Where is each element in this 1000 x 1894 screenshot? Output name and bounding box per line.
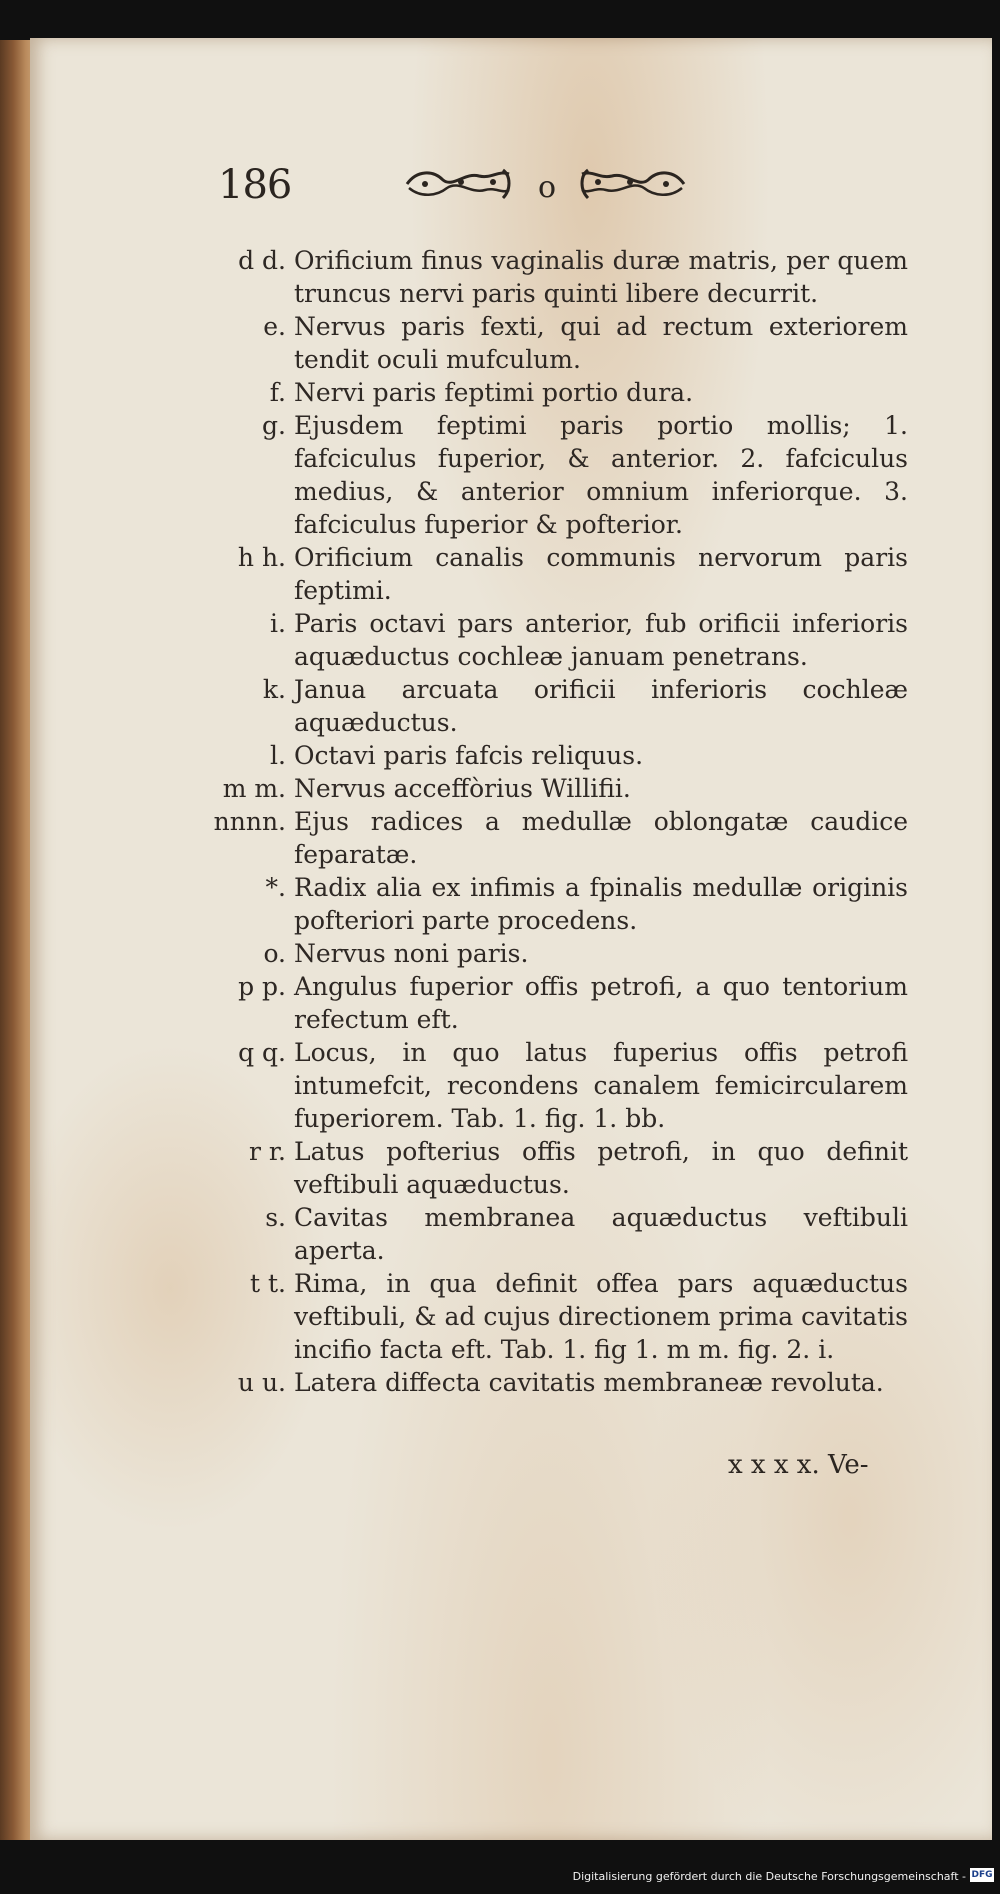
legend-entry <box>228 1135 908 1201</box>
entry-label: e. <box>263 312 286 341</box>
legend-entry <box>228 409 908 541</box>
entry-text: Ejus radices a medullæ oblongatæ caudice feparatæ. <box>294 807 908 869</box>
entry-text: Ejusdem feptimi paris portio mollis; 1. fafciculus fuperior, & anterior. 2. fafciculus medius, & anterior omnium inferiorque. 3. fafciculus fuperior & pofterior. <box>294 411 908 539</box>
legend-entry <box>228 1036 908 1135</box>
entry-text: Paris octavi pars anterior, fub orificii inferioris aquæductus cochleæ januam penetrans. <box>294 609 908 671</box>
entry-text: Nervus acceffòrius Willifii. <box>294 774 631 803</box>
entry-label: h h. <box>237 543 286 572</box>
entry-label: nnnn. <box>213 807 286 836</box>
legend-entry <box>228 541 908 607</box>
header-mark: o <box>538 170 557 205</box>
page-header <box>218 160 738 210</box>
printers-ornament-icon <box>403 164 513 208</box>
legend-entry <box>228 970 908 1036</box>
entry-text: Octavi paris fafcis reliquus. <box>294 741 644 770</box>
legend-entry <box>228 871 908 937</box>
entry-text: Latus pofterius offis petrofi, in quo definit veftibuli aquæductus. <box>294 1137 908 1199</box>
entry-text: Nervus noni paris. <box>294 939 529 968</box>
entry-label: p p. <box>238 972 286 1001</box>
entry-label: s. <box>265 1203 286 1232</box>
entry-label: r r. <box>248 1137 286 1166</box>
entry-label: *. <box>265 873 286 902</box>
entry-text: Radix alia ex infimis a fpinalis medullæ originis pofteriori parte procedens. <box>294 873 908 935</box>
legend-entry <box>228 937 908 970</box>
legend-entry <box>228 1267 908 1366</box>
entry-label: d d. <box>238 246 286 275</box>
entry-text: Rima, in qua definit offea pars aquæductus veftibuli, & ad cujus directionem prima cavitatis incifio facta eft. Tab. 1. fig 1. m m. fig. 2. i. <box>294 1269 908 1364</box>
legend-entry <box>228 310 908 376</box>
legend-entry <box>213 805 908 871</box>
entry-text: Nervus paris fexti, qui ad rectum exteriorem tendit oculi mufculum. <box>294 312 908 374</box>
entry-label: m m. <box>222 774 286 803</box>
entry-label: q q. <box>238 1038 286 1067</box>
entry-text: Orificium finus vaginalis duræ matris, per quem truncus nervi paris quinti libere decurrit. <box>294 246 908 308</box>
page-number: 186 <box>218 162 292 208</box>
entry-text: Angulus fuperior offis petrofi, a quo tentorium refectum eft. <box>294 972 908 1034</box>
entry-text: Orificium canalis communis nervorum paris feptimi. <box>294 543 908 605</box>
catchword: x x x x. Ve- <box>728 1450 869 1480</box>
entry-text: Locus, in quo latus fuperius offis petrofi intumefcit, recondens canalem femicircularem fuperiorem. Tab. 1. fig. 1. bb. <box>294 1038 908 1133</box>
digitization-credit: Digitalisierung gefördert durch die Deutsche Forschungsgemeinschaft - <box>572 1870 966 1883</box>
printers-ornament-icon <box>578 164 688 208</box>
legend-entry-list <box>213 244 908 1399</box>
legend-entry <box>228 244 908 310</box>
entry-label: u u. <box>237 1368 286 1397</box>
entry-label: f. <box>269 378 286 407</box>
entry-label: i. <box>270 609 286 638</box>
entry-text: Cavitas membranea aquæductus veftibuli aperta. <box>294 1203 908 1265</box>
entry-text: Nervi paris feptimi portio dura. <box>294 378 694 407</box>
legend-entry <box>222 772 908 805</box>
entry-text: Janua arcuata orificii inferioris cochleæ aquæductus. <box>294 675 908 737</box>
entry-label: k. <box>262 675 286 704</box>
entry-label: t t. <box>250 1269 286 1298</box>
legend-entry <box>228 1201 908 1267</box>
legend-entry <box>228 1366 908 1399</box>
entry-label: o. <box>263 939 286 968</box>
entry-label: g. <box>262 411 286 440</box>
dfg-logo-icon: DFG <box>971 1870 993 1880</box>
legend-entry <box>228 607 908 673</box>
entry-text: Latera diffecta cavitatis membraneæ revoluta. <box>294 1368 884 1397</box>
book-spine <box>0 40 34 1840</box>
legend-entry <box>228 739 908 772</box>
entry-label: l. <box>270 741 286 770</box>
legend-entry <box>228 673 908 739</box>
legend-entry <box>228 376 908 409</box>
